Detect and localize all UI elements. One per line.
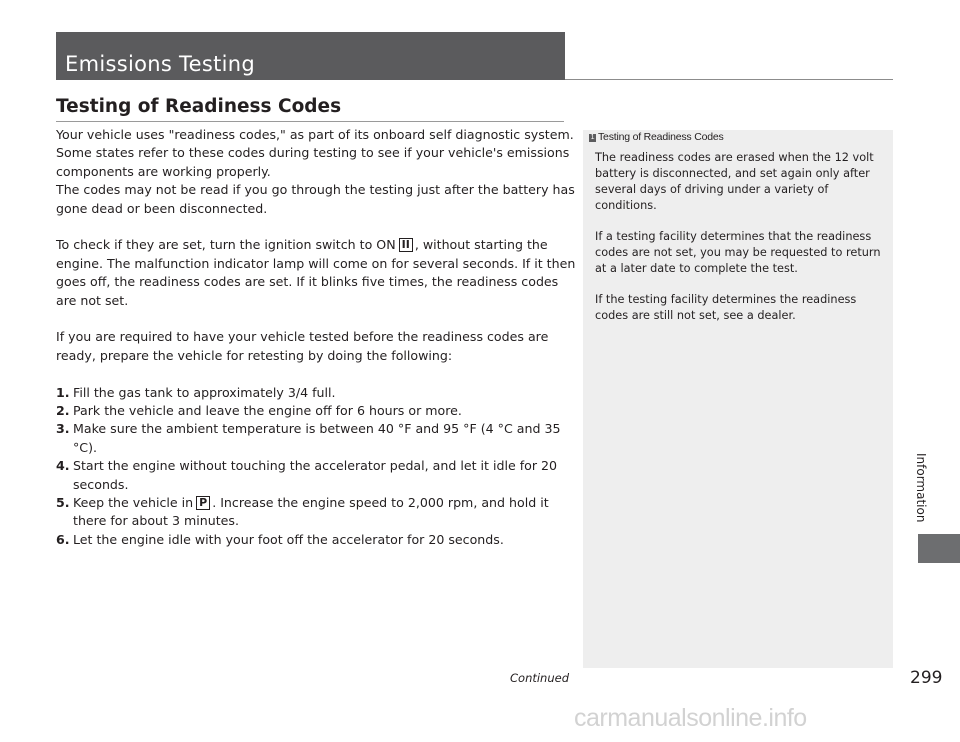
steps-list [56, 384, 576, 550]
step-text: Make sure the ambient temperature is between 40 °F and 95 °F (4 °C and 35 °C). [73, 421, 561, 455]
sidebar-title-text: Testing of Readiness Codes [598, 131, 724, 143]
paragraph-check [56, 236, 576, 310]
section-title: Emissions Testing [65, 52, 255, 76]
list-item [56, 457, 576, 494]
thumb-index-tab[interactable] [918, 534, 960, 563]
page-number: 299 [910, 668, 943, 688]
spacer [56, 310, 576, 328]
watermark: carmanualsonline.info [574, 704, 807, 732]
paragraph-retest: If you are required to have your vehicle tested before the readiness codes are ready, prepare the vehicle for retesting by doing the following: [56, 329, 549, 363]
banner-divider [565, 79, 893, 80]
section-banner [56, 32, 565, 80]
step-number: 5. [56, 495, 70, 511]
sidebar-paragraph: The readiness codes are erased when the 12 volt battery is disconnected, and set again only after several days of driving under a variety of conditions. [595, 151, 874, 212]
step-text: Let the engine idle with your foot off the accelerator for 20 seconds. [73, 531, 504, 547]
list-item [56, 494, 576, 531]
paragraph-battery: The codes may not be read if you go through the testing just after the battery has gone dead or been disconnected. [56, 182, 575, 216]
reference-marker-icon: 1 [590, 134, 595, 141]
page-heading: Testing of Readiness Codes [56, 96, 342, 117]
side-tab-label-text: Information [914, 453, 928, 523]
continued-label: Continued [510, 671, 570, 685]
step-number: 1. [56, 384, 70, 400]
park-position-p-icon: P [196, 496, 210, 510]
spacer [56, 218, 576, 236]
sidebar-title [589, 131, 724, 143]
heading-divider [56, 121, 564, 122]
list-item [56, 402, 576, 420]
list-item [56, 420, 576, 457]
sidebar-body [595, 150, 885, 339]
ignition-position-ii-icon: II [399, 238, 413, 252]
list-item [56, 384, 576, 402]
paragraph-intro: Your vehicle uses "readiness codes," as part of its onboard self diagnostic system. Some states refer to these codes during testing to see if your vehicle's emissions components are working properly. [56, 127, 574, 179]
step-text: Fill the gas tank to approximately 3/4 full. [73, 384, 336, 400]
step-text-a: Keep the vehicle in [73, 495, 194, 511]
step-number: 4. [56, 458, 70, 474]
sidebar-paragraph: If the testing facility determines the readiness codes are still not set, see a dealer. [595, 293, 857, 322]
step-number: 2. [56, 403, 70, 419]
main-content [56, 126, 576, 549]
step-text: Start the engine without touching the accelerator pedal, and let it idle for 20 seconds. [73, 458, 558, 492]
step-number: 6. [56, 531, 70, 547]
sidebar-note [583, 130, 893, 668]
step-number: 3. [56, 421, 70, 437]
step-text: Park the vehicle and leave the engine off for 6 hours or more. [73, 403, 462, 419]
sidebar-paragraph: If a testing facility determines that the readiness codes are not set, you may be requested to return at a later date to complete the test. [595, 230, 881, 275]
list-item [56, 531, 576, 549]
step-text-b: . Increase the engine speed to 2,000 rpm, and hold it there for about 3 minutes. [73, 495, 549, 529]
spacer [56, 365, 576, 383]
paragraph-check-text-a: To check if they are set, turn the ignition switch to ON [56, 237, 396, 253]
paragraph-check-text-b: , without starting the engine. The malfunction indicator lamp will come on for several seconds. If it then goes off, the readiness codes are set. If it blinks five times, the readiness codes are not set. [56, 237, 576, 308]
